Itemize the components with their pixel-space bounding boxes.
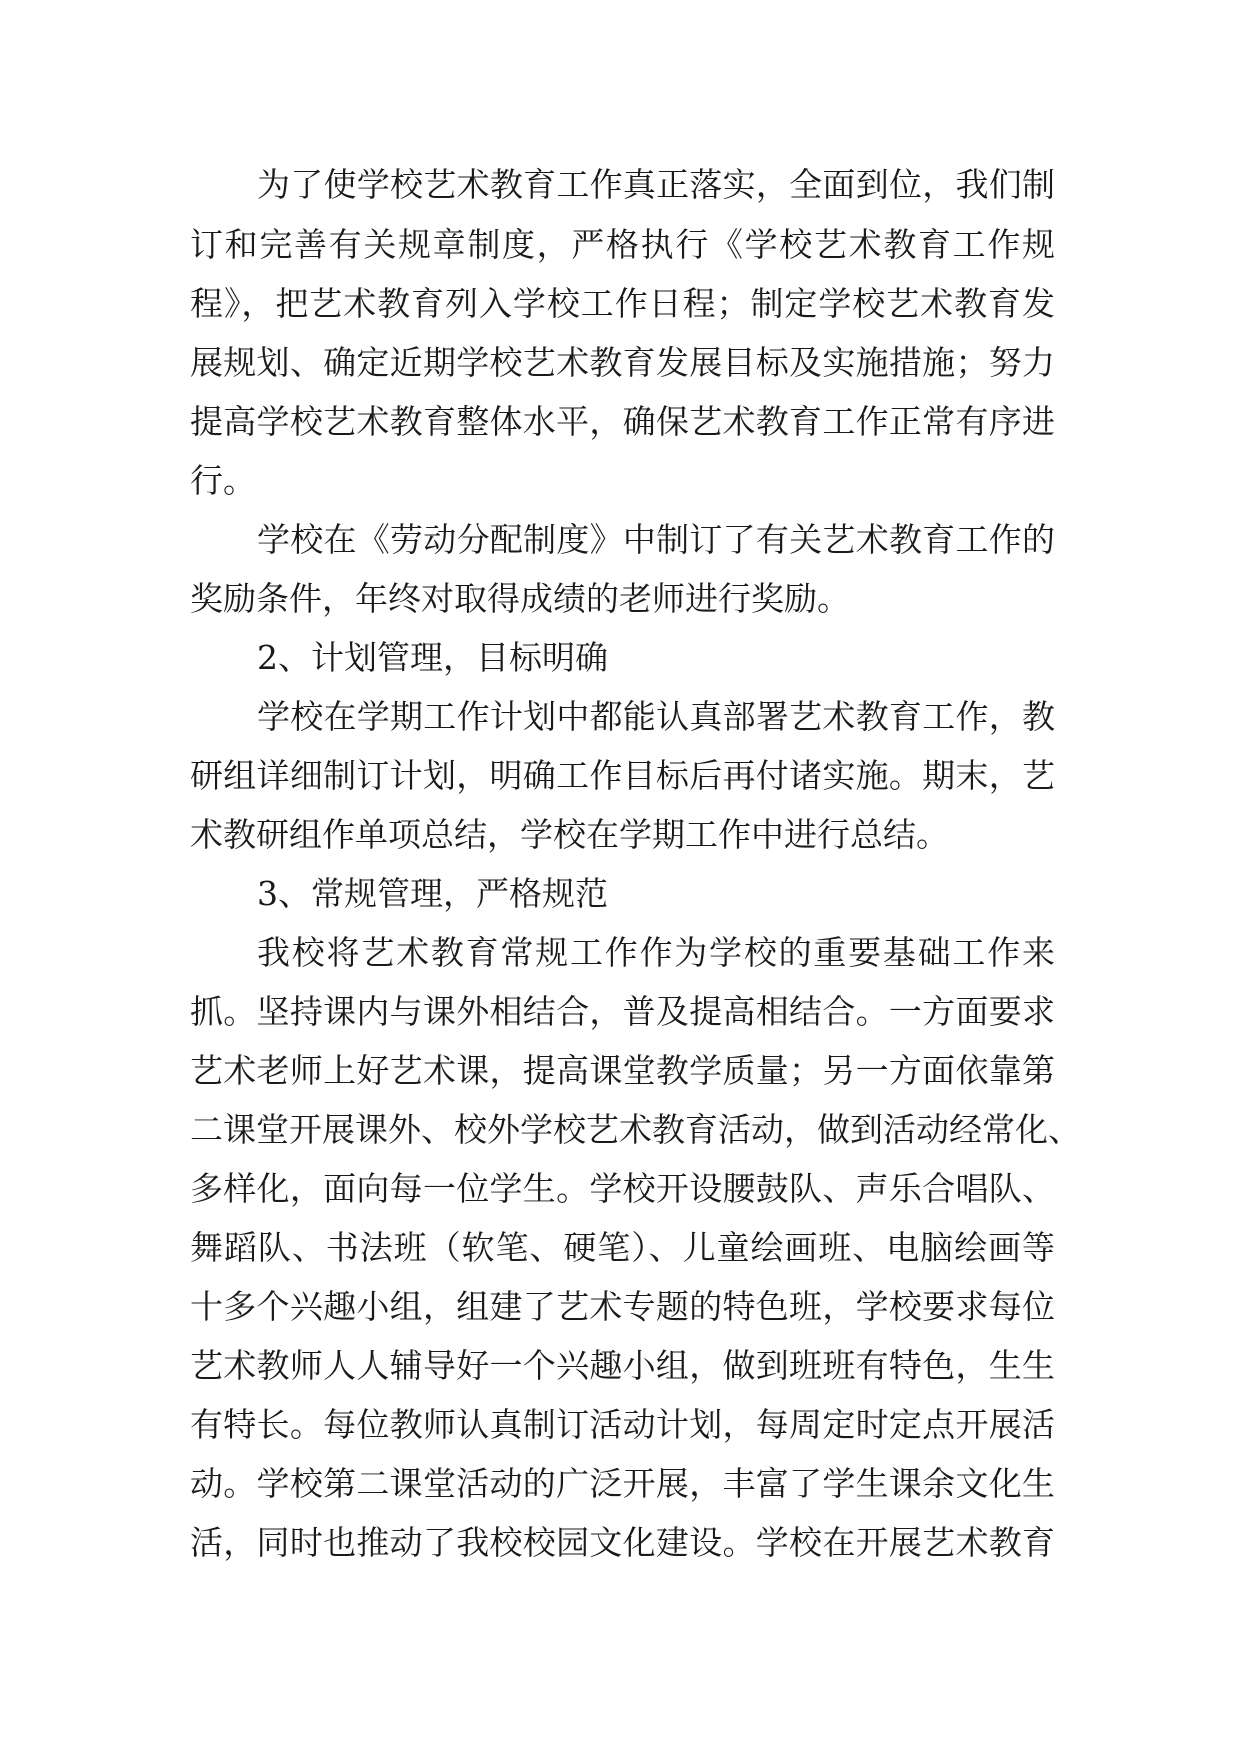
text-line: 奖励条件，年终对取得成绩的老师进行奖励。 [190, 579, 850, 618]
text-line: 活，同时也推动了我校校园文化建设。学校在开展艺术教育 [190, 1523, 1055, 1562]
text-line: 术教研组作单项总结，学校在学期工作中进行总结。 [190, 815, 949, 854]
text-line: 十多个兴趣小组，组建了艺术专题的特色班，学校要求每位 [190, 1287, 1055, 1326]
text-line: 艺术教师人人辅导好一个兴趣小组，做到班班有特色，生生 [190, 1346, 1055, 1385]
section-heading: 3、常规管理，严格规范 [257, 874, 608, 913]
text-line: 动。学校第二课堂活动的广泛开展，丰富了学生课余文化生 [190, 1464, 1055, 1503]
text-line: 抓。坚持课内与课外相结合，普及提高相结合。一方面要求 [190, 992, 1055, 1031]
text-line: 多样化，面向每一位学生。学校开设腰鼓队、声乐合唱队、 [190, 1169, 1055, 1208]
text-line: 学校在学期工作计划中都能认真部署艺术教育工作，教 [257, 697, 1055, 736]
text-line: 学校在《劳动分配制度》中制订了有关艺术教育工作的 [257, 520, 1055, 559]
text-line: 二课堂开展课外、校外学校艺术教育活动，做到活动经常化、 [190, 1110, 1081, 1149]
text-line: 为了使学校艺术教育工作真正落实，全面到位，我们制 [257, 165, 1055, 204]
text-line: 有特长。每位教师认真制订活动计划，每周定时定点开展活 [190, 1405, 1055, 1444]
text-line: 订和完善有关规章制度，严格执行《学校艺术教育工作规 [190, 225, 1055, 264]
text-line: 我校将艺术教育常规工作作为学校的重要基础工作来 [257, 933, 1055, 972]
text-line: 提高学校艺术教育整体水平，确保艺术教育工作正常有序进 [190, 402, 1055, 441]
text-line: 行。 [190, 461, 256, 500]
text-line: 艺术老师上好艺术课，提高课堂教学质量；另一方面依靠第 [190, 1051, 1055, 1090]
text-line: 舞蹈队、书法班（软笔、硬笔）、儿童绘画班、电脑绘画等 [190, 1228, 1055, 1267]
text-line: 程》，把艺术教育列入学校工作日程；制定学校艺术教育发 [190, 284, 1055, 323]
text-line: 展规划、确定近期学校艺术教育发展目标及实施措施；努力 [190, 343, 1055, 382]
text-line: 研组详细制订计划，明确工作目标后再付诸实施。期末，艺 [190, 756, 1055, 795]
section-heading: 2、计划管理，目标明确 [257, 638, 608, 677]
